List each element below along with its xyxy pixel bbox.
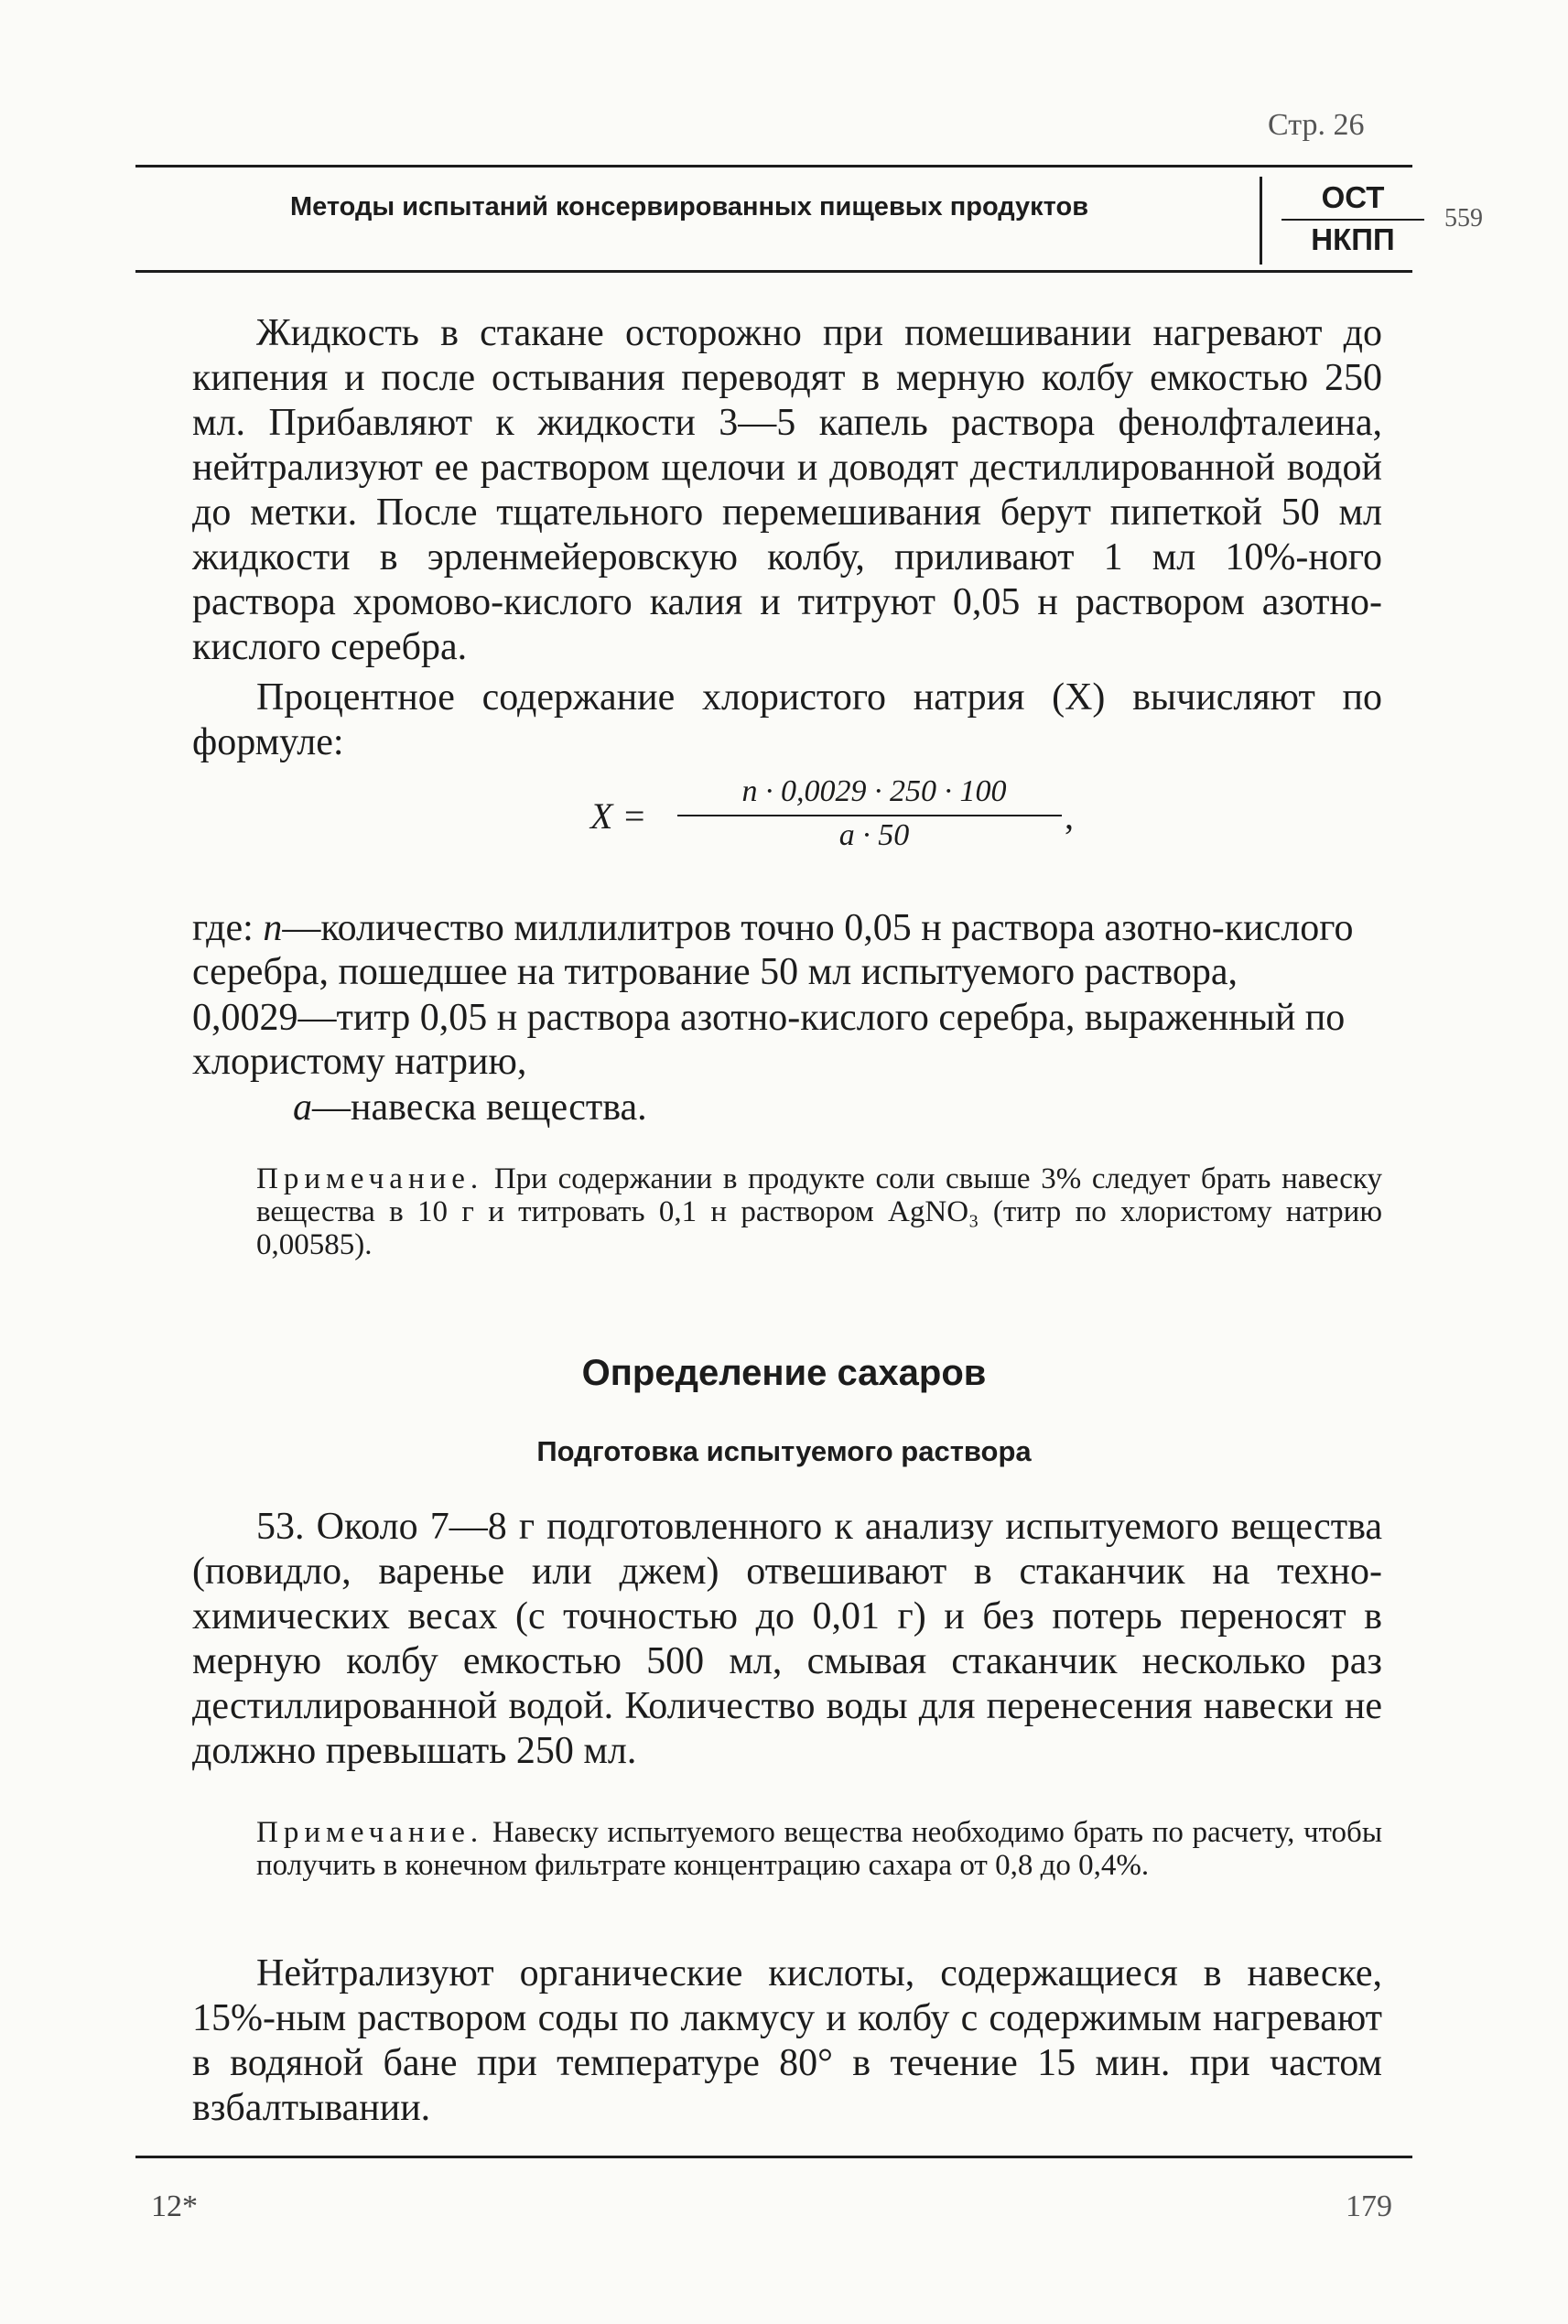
definition-titre [192, 996, 1382, 1084]
section-title: Определение сахаров [581, 1353, 987, 1393]
paragraph-neutralize [192, 1951, 1382, 2131]
note-salt-text: При содержании в продукте соли свыше 3% следует брать навеску вещества в 10 г и титровать 0,1 н раствором AgNO₃ (титр по хлористому натрию 0,00585). [256, 1162, 1383, 1261]
definition-n [192, 906, 1382, 994]
note-sample [256, 1816, 1382, 1882]
paragraph-2: Процентное содержание хлористого натрия (X) вычисляют по формуле: [192, 676, 1382, 763]
document-header [135, 165, 1483, 273]
paragraph-sample [192, 1505, 1382, 1774]
standard-code [1271, 180, 1435, 257]
standard-code-top: ОСТ [1321, 180, 1385, 214]
formula-trail: , [1065, 795, 1074, 837]
formula-lhs: X = [590, 795, 647, 837]
definition-lead: где: [192, 907, 264, 949]
definition-a [192, 1086, 1382, 1130]
standard-code-rule [1281, 219, 1424, 221]
standard-number: 559 [1444, 204, 1483, 232]
note-salt-label: Примечание. [256, 1162, 484, 1195]
formula-numerator: n · 0,0029 · 250 · 100 [741, 774, 1007, 808]
paragraph-4: Нейтрализуют органические кислоты, содержащиеся в навеске, 15%-ным раствором соды по лакмусу и колбу с содержимым нагревают в водяной бане при температуре 80° в течение 15 мин. при частом взбалтывании. [192, 1952, 1382, 2129]
definition-a-text: —навеска вещества. [312, 1086, 647, 1129]
definition-n-text: —количество миллилитров точно 0,05 н раствора азотно-кислого серебра, пошедшее на титрование 50 мл испытуемого раствора, [192, 907, 1354, 993]
subsection-title: Подготовка испытуемого раствора [536, 1435, 1032, 1467]
bottom-rule [135, 2156, 1412, 2158]
definition-titre-label: 0,0029 [192, 997, 298, 1039]
note-sample-label: Примечание. [256, 1816, 484, 1849]
formula [590, 774, 1103, 857]
definition-a-label: a [293, 1086, 312, 1129]
header-divider [1260, 177, 1262, 265]
paragraph-3: 53. Около 7—8 г подготовленного к анализу испытуемого вещества (повидло, варенье или джем) отвешивают в стаканчик на техно-химических весах (с точностью до 0,01 г) и без потерь переносят в мерную колбу емкостью 500 мл, смывая стаканчик несколько раз дестиллированной водой. Количество воды для перенесения навески не должно превышать 250 мл. [192, 1506, 1382, 1772]
definition-n-label: n [263, 907, 283, 949]
note-salt [256, 1162, 1382, 1261]
formula-denominator: a · 50 [838, 818, 910, 852]
note-sample-text: Навеску испытуемого вещества необходимо брать по расчету, чтобы получить в конечном фильтрате концентрацию сахара от 0,8 до 0,4%. [256, 1816, 1383, 1882]
formula-fraction-bar [677, 815, 1062, 816]
footer-signature: 12* [151, 2189, 198, 2223]
variable-definitions [192, 906, 1382, 1130]
paragraph-1: Жидкость в стакане осторожно при помешивании нагревают до кипения и после остывания переводят в мерную колбу емкостью 250 мл. Прибавляют к жидкости 3—5 капель раствора фенолфталеина, нейтрализуют ее раствором щелочи и доводят дестиллированной водой до метки. После тщательного перемешивания берут пипеткой 50 мл жидкости в эрленмейеровскую колбу, приливают 1 мл 10%-ного раствора хромово-кислого калия и титруют 0,05 н раствором азотно-кислого серебра. [192, 312, 1382, 668]
page-number-label: Стр. 26 [1268, 108, 1365, 142]
header-title: Методы испытаний консервированных пищевых продуктов [289, 192, 1089, 222]
standard-code-bottom: НКПП [1311, 222, 1395, 256]
footer-page-number: 179 [1346, 2189, 1392, 2223]
definition-titre-text: —титр 0,05 н раствора азотно-кислого серебра, выраженный по хлористому натрию, [192, 997, 1346, 1083]
paragraph-procedure [192, 311, 1382, 765]
